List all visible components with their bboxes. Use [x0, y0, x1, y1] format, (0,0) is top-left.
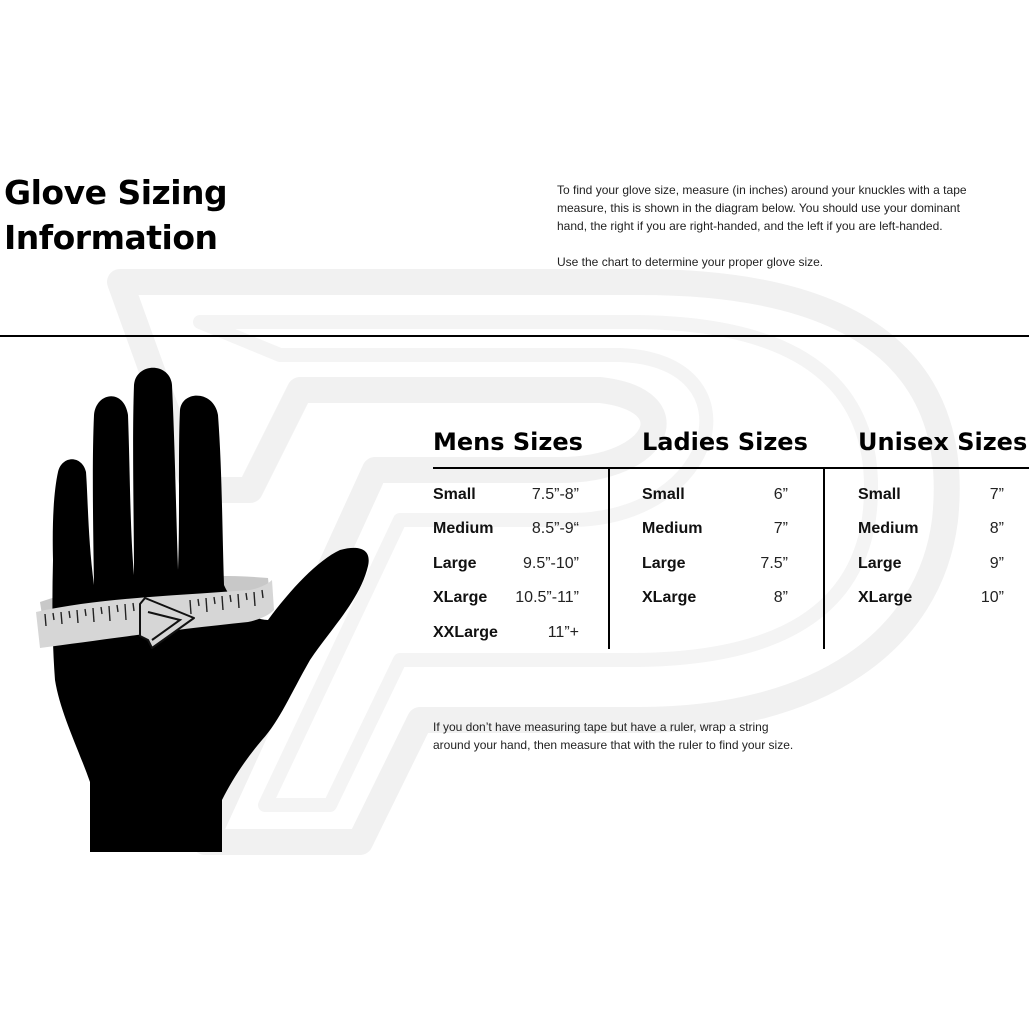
size-measure: 10.5”-11” — [515, 589, 579, 606]
size-measure: 8” — [989, 520, 1004, 537]
ruler-tip-line1: If you don’t have measuring tape but have a ruler, wrap a string — [433, 720, 769, 734]
size-label: Medium — [642, 520, 703, 537]
size-measure: 8” — [773, 589, 788, 606]
size-label: Large — [858, 555, 902, 572]
size-measure: 7” — [773, 520, 788, 537]
size-label: Small — [858, 486, 901, 503]
size-label: Large — [433, 555, 477, 572]
size-measure: 7.5”-8” — [531, 486, 579, 503]
size-measure: 9.5”-10” — [522, 555, 579, 572]
size-label: Large — [642, 555, 686, 572]
size-measure: 10” — [980, 589, 1004, 606]
size-measure: 7.5” — [760, 555, 788, 572]
size-measure: 8.5”-9“ — [531, 520, 579, 537]
size-label: Medium — [858, 520, 919, 537]
size-label: Small — [642, 486, 685, 503]
size-label: Medium — [433, 520, 494, 537]
page-title-line1: Glove Sizing — [4, 173, 228, 212]
table-header-divider — [433, 467, 1029, 469]
size-measure: 7” — [989, 486, 1004, 503]
ruler-tip-note — [433, 718, 833, 754]
intro-text — [557, 181, 987, 289]
section-divider — [0, 335, 1029, 337]
page-title — [4, 170, 227, 260]
column-divider-2 — [823, 467, 825, 649]
size-label: XLarge — [433, 589, 488, 606]
unisex-sizes-heading: Unisex Sizes — [858, 428, 1028, 456]
size-label: XLarge — [642, 589, 697, 606]
mens-sizes-heading: Mens Sizes — [433, 428, 583, 456]
size-measure: 6” — [773, 486, 788, 503]
intro-paragraph-2: Use the chart to determine your proper glove size. — [557, 255, 824, 269]
ruler-tip-line2: around your hand, then measure that with the ruler to find your size. — [433, 738, 794, 752]
size-measure: 11”+ — [547, 624, 579, 641]
size-label: Small — [433, 486, 476, 503]
hand-silhouette-icon — [0, 360, 380, 860]
page-title-line2: Information — [4, 218, 218, 257]
ladies-sizes-heading: Ladies Sizes — [642, 428, 808, 456]
intro-paragraph-1: To find your glove size, measure (in inches) around your knuckles with a tape measure, this is shown in the diagram below. You should use your dominant hand, the right if you are right-handed, and the left if you are left-handed. — [557, 183, 967, 233]
size-label: XXLarge — [433, 624, 498, 641]
size-measure: 9” — [989, 555, 1004, 572]
size-label: XLarge — [858, 589, 913, 606]
column-divider-1 — [608, 467, 610, 649]
